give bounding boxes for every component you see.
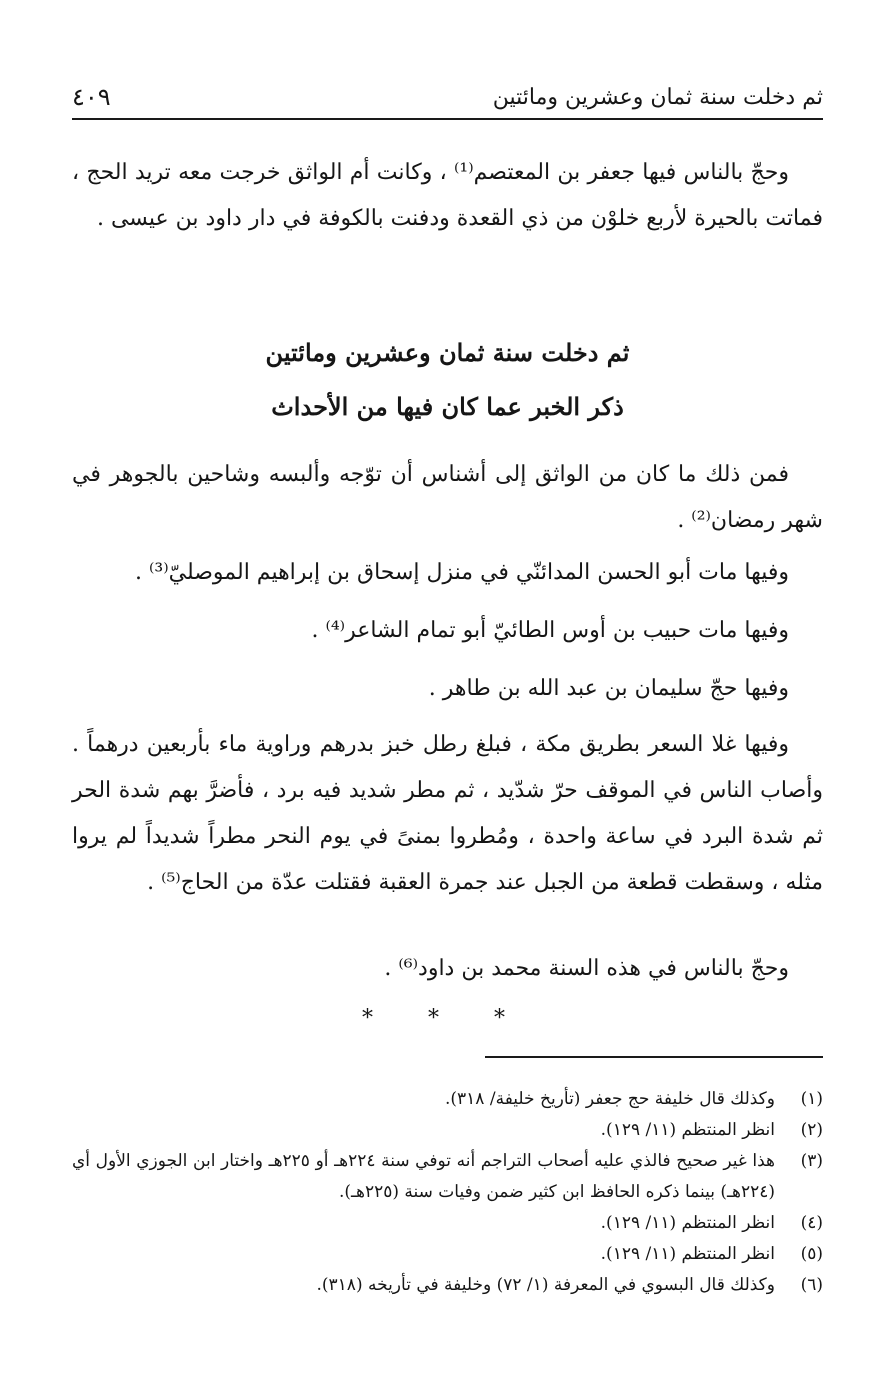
footnote-text: انظر المنتظم (١١/ ١٢٩). xyxy=(600,1244,775,1264)
footnote-number: (١) xyxy=(800,1089,823,1109)
page-number: ٤٠٩ xyxy=(72,83,111,111)
footnote xyxy=(72,1146,823,1208)
footnote-text: انظر المنتظم (١١/ ١٢٩). xyxy=(600,1120,775,1140)
footnote xyxy=(72,1115,823,1146)
footnote-number: (٥) xyxy=(800,1244,823,1264)
footnote xyxy=(72,1208,823,1239)
section-subtitle: ذكر الخبر عما كان فيها من الأحداث xyxy=(271,392,624,421)
paragraph-hajj-leader: وحجّ بالناس في هذه السنة محمد بن داود⁽⁶⁾ . xyxy=(384,956,789,981)
paragraph-ashnas: فمن ذلك ما كان من الواثق إلى أشناس أن توّجه وألبسه وشاحين بالجوهر في شهر رمضان⁽²⁾ . xyxy=(72,462,823,533)
footnote-text: وكذلك قال خليفة حج جعفر (تأريخ خليفة/ ٣١٨). xyxy=(445,1089,775,1109)
section-title: ثم دخلت سنة ثمان وعشرين ومائتين xyxy=(265,338,630,367)
footnote-text: هذا غير صحيح فالذي عليه أصحاب التراجم أنه توفي سنة ٢٢٤هـ أو ٢٢٥هـ واختار ابن الجوزي الأول أي (٢٢٤هـ) بينما ذكره الحافظ ابن كثير ضمن وفيات سنة (٢٢٥هـ). xyxy=(72,1151,775,1202)
footnotes xyxy=(72,1084,823,1301)
footnote xyxy=(72,1270,823,1301)
footnote xyxy=(72,1239,823,1270)
footnote-number: (٣) xyxy=(800,1151,823,1171)
intro-paragraph: وحجّ بالناس فيها جعفر بن المعتصم⁽¹⁾ ، وكانت أم الواثق خرجت معه تريد الحج ، فماتت بالحيرة لأربع خلوْن من ذي القعدة ودفنت بالكوفة في دار داود بن عيسى . xyxy=(72,160,823,231)
running-title: ثم دخلت سنة ثمان وعشرين ومائتين xyxy=(492,84,823,110)
footnote-number: (٤) xyxy=(800,1213,823,1233)
footnote-number: (٦) xyxy=(800,1275,823,1295)
section-separator: * * * xyxy=(362,1006,529,1031)
paragraph-prices: وفيها غلا السعر بطريق مكة ، فبلغ رطل خبز بدرهم وراوية ماء بأربعين درهماً . وأصاب الناس في الموقف حرّ شدّيد ، ثم مطر شديد فيه برد ، فأضرَّ بهم شدة الحر ثم شدة البرد في ساعة واحدة ، ومُطروا بمنىً في يوم النحر مطراً شديداً لم يروا مثله ، وسقطت قطعة من الجبل عند جمرة العقبة فقتلت عدّة من الحاج⁽⁵⁾ . xyxy=(72,732,823,895)
paragraph-sulayman: وفيها حجّ سليمان بن عبد الله بن طاهر . xyxy=(428,676,789,701)
footnote-number: (٢) xyxy=(800,1120,823,1140)
paragraph-abu-tammam: وفيها مات حبيب بن أوس الطائيّ أبو تمام الشاعر⁽⁴⁾ . xyxy=(311,618,789,643)
footnote xyxy=(72,1084,823,1115)
page-header xyxy=(72,76,823,120)
footnote-text: وكذلك قال البسوي في المعرفة (١/ ٧٢) وخليفة في تأريخه (٣١٨). xyxy=(316,1275,775,1295)
footnote-text: انظر المنتظم (١١/ ١٢٩). xyxy=(600,1213,775,1233)
paragraph-madaini: وفيها مات أبو الحسن المدائنّي في منزل إسحاق بن إبراهيم الموصليّ⁽³⁾ . xyxy=(134,560,789,585)
footnote-rule xyxy=(485,1056,823,1058)
